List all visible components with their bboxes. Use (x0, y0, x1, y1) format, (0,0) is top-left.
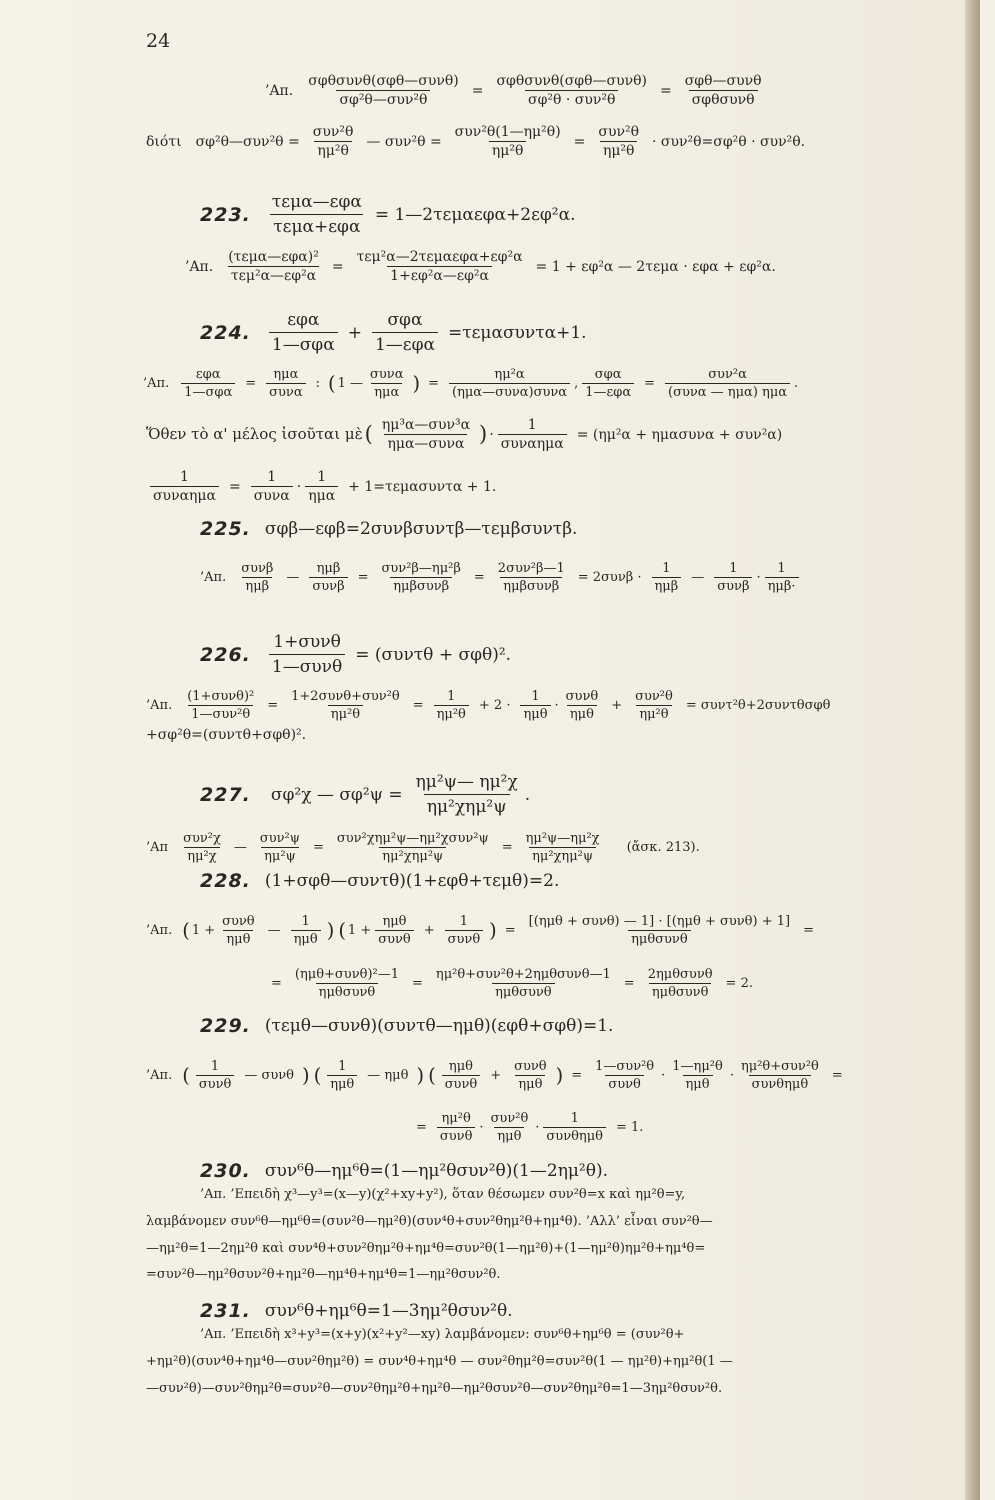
fraction: $\frac{1}{\text{ημβ}}$ (652, 562, 682, 593)
line-answer-230b: λαμβάνομεν συν⁶θ—ημ⁶θ=(συν²θ—ημ²θ)(συν⁴θ+συν²θημ²θ+ημ⁴θ). ’Αλλ’ εἶναι συν²θ— (146, 1214, 713, 1229)
fraction: $\frac{\text{σφθσυνθ(σφθ—συνθ)}}{\text{σφ²θ—συν²θ}}$ (308, 73, 459, 108)
fraction: $\frac{\text{ημ²θ}}{\text{συνθ}}$ (437, 1112, 476, 1143)
problem-230: 230. συν⁶θ—ημ⁶θ=(1—ημ²θσυν²θ)(1—2ημ²θ). (200, 1160, 609, 1182)
line-answer-228a: ’Απ. ( 1 + $\frac{\text{συνθ}}{\text{ημθ}}$ — $\frac{1}{\text{ημθ}}$ ) ( 1 + $\frac{\text{ημθ}}{\text{συνθ}}$ + $\frac{1}{\text{συνθ}}$ ) = $\frac{\text{[(ημθ + συνθ) — 1] · [(ημθ + συνθ) + 1]}}{\text{ημθσυνθ}}$ = (146, 914, 814, 947)
fraction: $\frac{1}{\text{συνθ}}$ (445, 915, 484, 946)
problem-228: 228. (1+σφθ—συντθ)(1+εφθ+τεμθ)=2. (200, 870, 560, 892)
line-answer-222: ’Απ. $\frac{\text{σφθσυνθ(σφθ—συνθ)}}{\text{σφ²θ—συν²θ}}$ = $\frac{\text{σφθσυνθ(σφθ—συνθ)}}{\text{σφ²θ · συν²θ}}$ = $\frac{\text{σφθ—συνθ}}{\text{σφθσυνθ}}$ (265, 74, 940, 107)
fraction: $\frac{\text{εφα}}{\text{1—σφα}}$ (269, 310, 338, 355)
problem-226: 226. $\frac{\text{1+συνθ}}{\text{1—συνθ}}$ = (συντθ + σφθ)². (200, 632, 512, 677)
line-because: διότι σφ²θ—συν²θ = $\frac{\text{συν²θ}}{\text{ημ²θ}}$ — συν²θ = $\frac{\text{συν²θ(1—ημ²θ)}}{\text{ημ²θ}}$ = $\frac{\text{συν²θ}}{\text{ημ²θ}}$ · συν²θ=σφ²θ · συν²θ. (146, 124, 806, 159)
fraction: $\frac{\text{2ημθσυνθ}}{\text{ημθσυνθ}}$ (647, 967, 713, 1000)
fraction: $\frac{\text{ημ³α—συν³α}}{\text{ημα—συνα}}$ (381, 417, 471, 452)
fraction: $\frac{\text{ημ²α}}{\text{(ημα—συνα)συνα}}$ (449, 368, 570, 399)
line-answer-228b: = $\frac{\text{(ημθ+συνθ)²—1}}{\text{ημθσυνθ}}$ = $\frac{\text{ημ²θ+συν²θ+2ημθσυνθ—1}}{\text{ημθσυνθ}}$ = $\frac{\text{2ημθσυνθ}}{\text{ημθσυνθ}}$ = 2. (271, 967, 753, 1000)
fraction: $\frac{1}{\text{ημθ}}$ (291, 915, 321, 946)
problem-229: 229. (τεμθ—συνθ)(συντθ—ημθ)(εφθ+σφθ)=1. (200, 1015, 614, 1037)
fraction: $\frac{\text{συν²θ}}{\text{ημ²θ}}$ (635, 689, 673, 722)
page-number: 24 (146, 30, 171, 52)
fraction: $\frac{\text{τεμα—εφα}}{\text{τεμα+εφα}}$ (271, 192, 362, 237)
fraction: $\frac{\text{ημθ}}{\text{συνθ}}$ (442, 1060, 481, 1091)
fraction: $\frac{\text{ημ²θ+συν²θ+2ημθσυνθ—1}}{\text{ημθσυνθ}}$ (435, 967, 611, 1000)
problem-231: 231. συν⁶θ+ημ⁶θ=1—3ημ²θσυν²θ. (200, 1300, 513, 1322)
line-answer-223: ’Απ. $\frac{\text{(τεμα—εφα)²}}{\text{τεμ²α—εφ²α}}$ = $\frac{\text{τεμ²α—2τεμαεφα+εφ²α}}{\text{1+εφ²α—εφ²α}}$ = 1 + εφ²α — 2τεμα · εφα + εφ²α. (185, 249, 776, 284)
fraction: $\frac{\text{σφθσυνθ(σφθ—συνθ)}}{\text{σφ²θ · συν²θ}}$ (496, 73, 647, 108)
line-answer-225: ’Απ. $\frac{\text{συνβ}}{\text{ημβ}}$ — $\frac{\text{ημβ}}{\text{συνβ}}$ = $\frac{\text{συν²β—ημ²β}}{\text{ημβσυνβ}}$ = $\frac{\text{2συν²β—1}}{\text{ημβσυνβ}}$ = 2συνβ · $\frac{1}{\text{ημβ}}$ — $\frac{1}{\text{συνβ}}$ · $\frac{1}{\text{ημβ·}}$ (200, 562, 940, 593)
fraction: $\frac{\text{συνβ}}{\text{ημβ}}$ (241, 561, 274, 594)
line-answer-226b: +σφ²θ=(συντθ+σφθ)². (146, 727, 307, 743)
fraction: $\frac{\text{συν²χημ²ψ—ημ²χσυν²ψ}}{\text{ημ²χημ²ψ}}$ (336, 831, 489, 864)
fraction: $\frac{\text{σφα}}{\text{1—εφα}}$ (582, 368, 634, 399)
fraction: $\frac{\text{συν²θ(1—ημ²θ)}}{\text{ημ²θ}}$ (454, 124, 561, 159)
problem-224: 224. $\frac{\text{εφα}}{\text{1—σφα}}$ + $\frac{\text{σφα}}{\text{1—εφα}}$ =τεμασυντα+1. (200, 310, 587, 355)
fraction: $\frac{1}{\text{συναημα}}$ (150, 470, 219, 503)
line-answer-224b: Ὅθεν τὸ α' μέλος ἰσοῦται μὲ ( $\frac{\text{ημ³α—συν³α}}{\text{ημα—συνα}}$ ) · $\frac{1}{\text{συναημα}}$ = (ημ²α + ημασυνα + συν²α) (146, 417, 783, 452)
fraction: $\frac{\text{(1+συνθ)²}}{\text{1—συν²θ}}$ (187, 689, 255, 722)
fraction: $\frac{\text{συν²χ}}{\text{ημ²χ}}$ (183, 831, 221, 864)
fraction: $\frac{1}{\text{συνβ}}$ (714, 562, 752, 593)
fraction: $\frac{\text{συν²β—ημ²β}}{\text{ημβσυνβ}}$ (381, 561, 461, 594)
fraction: $\frac{\text{1+2συνθ+συν²θ}}{\text{ημ²θ}}$ (291, 689, 400, 722)
fraction: $\frac{\text{συνθ}}{\text{ημθ}}$ (565, 689, 599, 722)
fraction: $\frac{\text{συν²θ}}{\text{ημθ}}$ (490, 1111, 529, 1144)
line-answer-231b: +ημ²θ)(συν⁴θ+ημ⁴θ—συν²θημ²θ) = συν⁴θ+ημ⁴θ — συν²θημ²θ=συν²θ(1 — ημ²θ)+ημ²θ(1 — (146, 1354, 733, 1369)
fraction: $\frac{\text{συν²θ}}{\text{ημ²θ}}$ (598, 124, 640, 159)
problem-227: 227. σφ²χ — σφ²ψ = $\frac{\text{ημ²ψ— ημ²χ}}{\text{ημ²χημ²ψ}}$ . (200, 772, 531, 817)
fraction: $\frac{\text{1—ημ²θ}}{\text{ημθ}}$ (672, 1059, 723, 1092)
fraction: $\frac{\text{ημ²ψ—ημ²χ}}{\text{ημ²χημ²ψ}}$ (525, 831, 600, 864)
fraction: $\frac{1}{\text{συνθημθ}}$ (543, 1112, 606, 1143)
line-answer-226: ’Απ. $\frac{\text{(1+συνθ)²}}{\text{1—συν²θ}}$ = $\frac{\text{1+2συνθ+συν²θ}}{\text{ημ²θ}}$ = $\frac{1}{\text{ημ²θ}}$ + 2 · $\frac{1}{\text{ημθ}}$ · $\frac{\text{συνθ}}{\text{ημθ}}$ + $\frac{\text{συν²θ}}{\text{ημ²θ}}$ = συντ²θ+2συντθσφθ (146, 689, 831, 722)
fraction: $\frac{\text{συν²α}}{\text{(συνα — ημα) ημα}}$ (665, 368, 790, 399)
fraction: $\frac{\text{1+συνθ}}{\text{1—συνθ}}$ (269, 632, 345, 677)
fraction: $\frac{\text{σφθ—συνθ}}{\text{σφθσυνθ}}$ (684, 73, 762, 108)
fraction: $\frac{\text{1—συν²θ}}{\text{συνθ}}$ (595, 1059, 655, 1092)
fraction: $\frac{\text{[(ημθ + συνθ) — 1] · [(ημθ + συνθ) + 1]}}{\text{ημθσυνθ}}$ (528, 914, 791, 947)
line-answer-231a: ’Απ. ’Επειδὴ x³+y³=(x+y)(x²+y²—xy) λαμβάνομεν: συν⁶θ+ημ⁶θ = (συν²θ+ (200, 1327, 685, 1342)
fraction: $\frac{\text{(ημθ+συνθ)²—1}}{\text{ημθσυνθ}}$ (294, 967, 399, 1000)
line-answer-224a: ’Απ. $\frac{\text{εφα}}{\text{1—σφα}}$ = $\frac{\text{ημα}}{\text{συνα}}$ : ( 1 — $\frac{\text{συνα}}{\text{ημα}}$ ) = $\frac{\text{ημ²α}}{\text{(ημα—συνα)συνα}}$ , $\frac{\text{σφα}}{\text{1—εφα}}$ = $\frac{\text{συν²α}}{\text{(συνα — ημα) ημα}}$ . (143, 367, 799, 400)
fraction: $\frac{\text{τεμ²α—2τεμαεφα+εφ²α}}{\text{1+εφ²α—εφ²α}}$ (356, 249, 523, 284)
line-answer-230c: —ημ²θ=1—2ημ²θ καὶ συν⁴θ+συν²θημ²θ+ημ⁴θ=συν²θ(1—ημ²θ)+(1—ημ²θ)ημ²θ+ημ⁴θ= (146, 1241, 706, 1256)
fraction: $\frac{\text{ημα}}{\text{συνα}}$ (266, 368, 305, 399)
fraction: $\frac{1}{\text{ημθ}}$ (520, 690, 550, 721)
fraction: $\frac{\text{συνθ}}{\text{ημθ}}$ (514, 1059, 547, 1092)
fraction: $\frac{\text{συνθ}}{\text{ημθ}}$ (222, 914, 255, 947)
fraction: $\frac{\text{συν²θ}}{\text{ημ²θ}}$ (312, 124, 354, 159)
fraction: $\frac{1}{\text{συνθ}}$ (196, 1060, 235, 1091)
line-answer-231c: —συν²θ)—συν²θημ²θ=συν²θ—συν²θημ²θ+ημ²θ—ημ²θσυν²θ—συν²θημ²θ=1—3ημ²θσυν²θ. (146, 1381, 723, 1396)
line-answer-229b: = $\frac{\text{ημ²θ}}{\text{συνθ}}$ · $\frac{\text{συν²θ}}{\text{ημθ}}$ · $\frac{1}{\text{συνθημθ}}$ = 1. (416, 1111, 644, 1144)
fraction: $\frac{1}{\text{ημβ·}}$ (765, 562, 799, 593)
fraction: $\frac{\text{ημθ}}{\text{συνθ}}$ (375, 915, 414, 946)
fraction: $\frac{1}{\text{ημ²θ}}$ (434, 690, 469, 721)
fraction: $\frac{\text{2συν²β—1}}{\text{ημβσυνβ}}$ (497, 561, 565, 594)
fraction: $\frac{\text{συν²ψ}}{\text{ημ²ψ}}$ (259, 831, 300, 864)
line-answer-224c: $\frac{1}{\text{συναημα}}$ = $\frac{1}{\text{συνα}}$ · $\frac{1}{\text{ημα}}$ + 1=τεμασυντα + 1. (146, 470, 940, 503)
page-edge (965, 0, 980, 1500)
line-answer-230a: ’Απ. ’Επειδὴ χ³—y³=(x—y)(χ²+xy+y²), ὅταν θέσωμεν συν²θ=x καὶ ημ²θ=y, (200, 1187, 686, 1202)
line-answer-229a: ’Απ. ( $\frac{1}{\text{συνθ}}$ — συνθ ) ( $\frac{1}{\text{ημθ}}$ — ημθ ) ( $\frac{\text{ημθ}}{\text{συνθ}}$ + $\frac{\text{συνθ}}{\text{ημθ}}$ ) = $\frac{\text{1—συν²θ}}{\text{συνθ}}$ · $\frac{\text{1—ημ²θ}}{\text{ημθ}}$ · $\frac{\text{ημ²θ+συν²θ}}{\text{συνθημθ}}$ = (146, 1059, 843, 1092)
fraction: $\frac{\text{ημβ}}{\text{συνβ}}$ (309, 562, 347, 593)
fraction: $\frac{1}{\text{συνα}}$ (251, 470, 293, 503)
fraction: $\frac{\text{εφα}}{\text{1—σφα}}$ (181, 368, 235, 399)
fraction: $\frac{\text{ημ²θ+συν²θ}}{\text{συνθημθ}}$ (740, 1059, 819, 1092)
fraction: $\frac{1}{\text{συναημα}}$ (498, 418, 567, 451)
fraction: $\frac{\text{ημ²ψ— ημ²χ}}{\text{ημ²χημ²ψ}}$ (415, 772, 518, 817)
fraction: $\frac{\text{σφα}}{\text{1—εφα}}$ (372, 310, 438, 355)
problem-223: 223. $\frac{\text{τεμα—εφα}}{\text{τεμα+εφα}}$ = 1—2τεμαεφα+2εφ²α. (200, 192, 576, 237)
problem-225: 225. σφβ—εφβ=2συνβσυντβ—τεμβσυντβ. (200, 518, 578, 540)
fraction: $\frac{\text{συνα}}{\text{ημα}}$ (370, 367, 404, 400)
fraction: $\frac{1}{\text{ημθ}}$ (327, 1060, 357, 1091)
line-answer-230d: =συν²θ—ημ²θσυν²θ+ημ²θ—ημ⁴θ+ημ⁴θ=1—ημ²θσυν²θ. (146, 1267, 501, 1282)
fraction: $\frac{\text{(τεμα—εφα)²}}{\text{τεμ²α—εφ²α}}$ (228, 249, 319, 284)
line-answer-227: ’Απ $\frac{\text{συν²χ}}{\text{ημ²χ}}$ — $\frac{\text{συν²ψ}}{\text{ημ²ψ}}$ = $\frac{\text{συν²χημ²ψ—ημ²χσυν²ψ}}{\text{ημ²χημ²ψ}}$ = $\frac{\text{ημ²ψ—ημ²χ}}{\text{ημ²χημ²ψ}}$ (ἄσκ. 213). (146, 831, 700, 864)
fraction: $\frac{1}{\text{ημα}}$ (305, 470, 338, 503)
